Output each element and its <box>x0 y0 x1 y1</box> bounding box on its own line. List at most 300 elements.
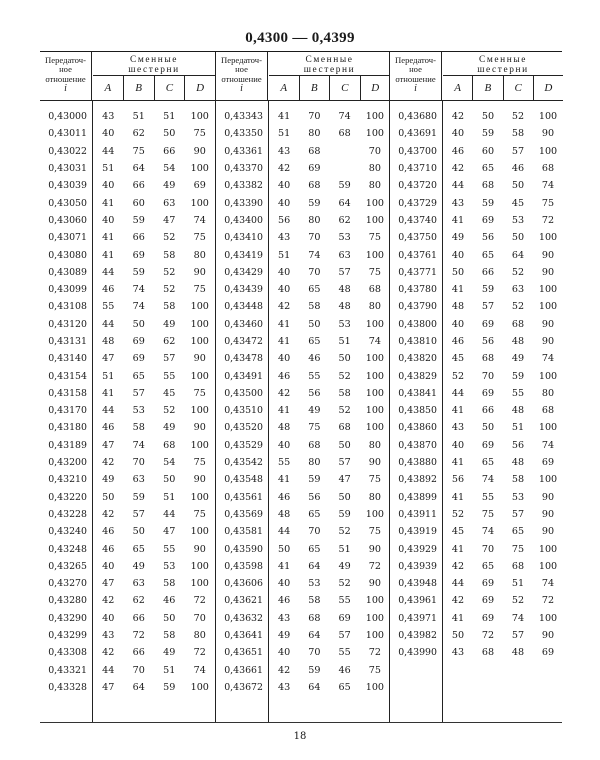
ratio-value: 0,43590 <box>224 543 263 555</box>
gear-value-d: 100 <box>190 681 209 693</box>
table-row <box>40 298 215 315</box>
gear-value-a: 48 <box>102 336 115 347</box>
table-row <box>390 160 563 177</box>
ratio-value: 0,43542 <box>224 457 263 469</box>
ratio-value: 0,43491 <box>224 370 263 382</box>
gear-value-a: 42 <box>278 301 291 313</box>
table-row <box>216 454 390 471</box>
gear-value-a: 40 <box>278 266 291 278</box>
table-row <box>40 143 215 160</box>
gear-value-c: 52 <box>511 301 525 313</box>
gear-value-a: 51 <box>102 370 115 382</box>
gear-value-d: 80 <box>368 163 381 175</box>
gear-value-b: 68 <box>481 647 495 659</box>
gear-value-d: 100 <box>365 508 385 520</box>
gear-value-b: 63 <box>132 474 145 486</box>
table-row <box>216 540 390 557</box>
gear-value-a: 42 <box>278 664 291 676</box>
gear-value-a: 43 <box>278 145 291 157</box>
gear-value-c: 51 <box>511 578 525 590</box>
gear-value-a: 46 <box>102 284 115 296</box>
gear-value-d: 90 <box>541 630 555 642</box>
gear-value-d: 100 <box>365 318 385 330</box>
gear-value-a: 46 <box>102 526 115 538</box>
gear-value-a: 49 <box>451 232 465 244</box>
ratio-value: 0,43899 <box>398 491 437 503</box>
table-row <box>40 316 215 333</box>
gear-value-d: 69 <box>541 457 555 469</box>
gear-value-d: 70 <box>193 612 206 624</box>
gear-value-d: 100 <box>538 145 558 157</box>
gear-value-c: 53 <box>163 560 176 572</box>
table-row <box>216 644 390 661</box>
gear-value-b: 46 <box>308 353 321 365</box>
ratio-value: 0,43460 <box>224 318 263 330</box>
gear-value-b: 69 <box>132 336 145 347</box>
header-rule <box>40 100 215 101</box>
gear-value-d: 100 <box>538 422 558 434</box>
gear-value-d: 90 <box>193 266 206 278</box>
gear-value-b: 72 <box>481 630 495 642</box>
ratio-value: 0,43750 <box>398 232 437 244</box>
ratio-value: 0,43771 <box>398 266 437 278</box>
ratio-symbol: i <box>240 83 243 95</box>
gear-value-a: 55 <box>278 457 291 469</box>
gear-value-a: 43 <box>278 232 291 244</box>
gear-value-a: 40 <box>451 128 465 140</box>
gear-value-a: 42 <box>102 457 115 469</box>
gear-value-b: 70 <box>308 232 321 244</box>
ratio-value: 0,43108 <box>48 301 87 313</box>
gear-value-c: 52 <box>338 370 351 382</box>
gear-value-a: 44 <box>102 145 115 157</box>
gear-value-d: 100 <box>538 474 558 486</box>
gear-value-b: 66 <box>481 266 495 278</box>
gear-value-c: 54 <box>163 457 176 469</box>
ratio-value: 0,43290 <box>48 612 87 624</box>
gear-value-a: 50 <box>102 491 115 503</box>
table-row <box>390 281 563 298</box>
gear-value-c: 59 <box>163 681 176 693</box>
ratio-value: 0,43606 <box>224 578 263 590</box>
gear-value-d: 100 <box>538 370 558 382</box>
gear-value-d: 100 <box>365 214 385 226</box>
table-row <box>216 610 390 627</box>
gear-value-b: 69 <box>481 595 495 607</box>
header-rule <box>216 100 390 101</box>
gear-value-a: 40 <box>278 197 291 209</box>
gear-value-a: 40 <box>278 353 291 365</box>
gear-value-b: 59 <box>481 128 495 140</box>
gear-value-a: 42 <box>451 163 465 175</box>
gear-value-a: 42 <box>451 595 465 607</box>
gear-value-b: 75 <box>132 145 145 157</box>
gear-value-b: 70 <box>132 664 145 676</box>
gear-value-a: 41 <box>102 197 115 209</box>
table-row <box>216 662 390 679</box>
gear-value-d: 100 <box>365 387 385 399</box>
gear-value-c: 46 <box>163 595 176 607</box>
ratio-value: 0,43220 <box>48 491 87 503</box>
table-row <box>40 575 215 592</box>
gear-value-d: 72 <box>193 647 206 659</box>
gear-value-d: 100 <box>365 422 385 434</box>
gear-value-b: 74 <box>481 474 495 486</box>
ratio-value: 0,43510 <box>224 405 263 417</box>
gear-value-d: 100 <box>365 111 385 123</box>
table-row <box>40 454 215 471</box>
gear-value-c: 48 <box>511 647 525 659</box>
ratio-value: 0,43031 <box>48 163 87 175</box>
gear-value-a: 47 <box>102 439 115 451</box>
gear-value-a: 41 <box>451 284 465 296</box>
gear-value-c: 49 <box>163 422 176 434</box>
table-row <box>390 575 563 592</box>
gear-value-b: 70 <box>481 543 495 555</box>
gear-value-c: 51 <box>338 543 351 555</box>
gear-value-d: 80 <box>368 180 381 192</box>
ratio-value: 0,43860 <box>398 422 437 434</box>
gear-value-d: 74 <box>541 353 555 365</box>
gear-value-b: 68 <box>481 353 495 365</box>
gear-value-b: 70 <box>132 457 145 469</box>
table-row <box>40 367 215 384</box>
gear-value-b: 80 <box>308 128 321 140</box>
gear-value-d: 90 <box>541 491 555 503</box>
gear-value-c: 48 <box>511 457 525 469</box>
gear-value-d: 74 <box>368 336 381 347</box>
gear-value-a: 43 <box>278 612 291 624</box>
table-row <box>40 125 215 142</box>
gear-value-d: 74 <box>541 180 555 192</box>
gear-value-b: 69 <box>132 249 145 261</box>
gear-value-a: 56 <box>278 214 291 226</box>
gear-value-a: 45 <box>451 353 465 365</box>
table-row <box>390 350 563 367</box>
gear-value-c: 50 <box>511 180 525 192</box>
gear-value-d: 74 <box>541 439 555 451</box>
gear-value-b: 55 <box>308 370 321 382</box>
gear-value-a: 43 <box>278 681 291 693</box>
gear-value-d: 70 <box>368 145 381 157</box>
gear-value-d: 100 <box>365 370 385 382</box>
gear-value-d: 80 <box>541 387 555 399</box>
table-row <box>40 679 215 696</box>
table-row <box>390 194 563 211</box>
ratio-value: 0,43472 <box>224 336 263 347</box>
table-row <box>390 644 563 661</box>
gear-column-labels <box>269 76 390 100</box>
ratio-header <box>40 52 92 100</box>
ratio-value: 0,43280 <box>48 595 87 607</box>
gear-value-d: 80 <box>193 249 206 261</box>
table-row <box>216 177 390 194</box>
gear-value-b: 74 <box>132 284 145 296</box>
column-header <box>40 52 215 100</box>
gear-value-a: 51 <box>102 163 115 175</box>
gear-value-b: 74 <box>132 301 145 313</box>
gear-value-b: 72 <box>132 630 145 642</box>
gear-value-d: 72 <box>193 595 206 607</box>
gear-value-c: 49 <box>163 318 176 330</box>
gear-value-d: 75 <box>368 664 381 676</box>
ratio-value: 0,43850 <box>398 405 437 417</box>
table-row <box>390 437 563 454</box>
gear-value-b: 56 <box>481 232 495 244</box>
gears-header <box>269 52 390 76</box>
gear-value-a: 44 <box>278 526 291 538</box>
gear-value-d: 100 <box>190 491 209 503</box>
gear-value-c: 58 <box>338 387 351 399</box>
gears-header-line: шестерни <box>128 65 180 75</box>
table-row <box>216 506 390 523</box>
gear-value-d: 75 <box>368 266 381 278</box>
gear-value-b: 50 <box>481 111 495 123</box>
gear-value-b: 57 <box>132 387 145 399</box>
gears-header-line: шестерни <box>303 65 356 75</box>
ratio-value: 0,43361 <box>224 145 263 157</box>
gear-value-c: 47 <box>163 526 176 538</box>
ratio-value: 0,43651 <box>224 647 263 659</box>
table-row <box>390 506 563 523</box>
ratio-value: 0,43621 <box>224 595 263 607</box>
table-row <box>390 540 563 557</box>
ratio-header-line: ное <box>235 64 248 75</box>
gear-value-a: 47 <box>102 353 115 365</box>
gear-column-a: A <box>280 82 288 94</box>
gear-value-b: 59 <box>481 284 495 296</box>
gear-value-c: 45 <box>163 387 176 399</box>
gear-value-b: 75 <box>308 422 321 434</box>
table-row <box>390 489 563 506</box>
ratio-value: 0,43971 <box>398 612 437 624</box>
table-row <box>390 402 563 419</box>
gear-value-d: 100 <box>365 630 385 642</box>
gear-value-c: 68 <box>163 439 176 451</box>
gear-column-a: A <box>454 82 461 94</box>
ratio-value: 0,43548 <box>224 474 263 486</box>
gear-value-b: 80 <box>308 214 321 226</box>
gear-value-b: 65 <box>132 543 145 555</box>
table-row <box>216 385 390 402</box>
table-row <box>216 592 390 609</box>
ratio-value: 0,43982 <box>398 630 437 642</box>
gear-value-b: 62 <box>132 595 145 607</box>
ratio-value: 0,43382 <box>224 180 263 192</box>
ratio-value: 0,43000 <box>48 111 87 123</box>
column-header <box>216 52 390 100</box>
gear-value-d: 72 <box>368 560 381 572</box>
gear-value-b: 69 <box>481 439 495 451</box>
gear-value-d: 100 <box>190 370 209 382</box>
gear-value-d: 75 <box>193 232 206 244</box>
ratio-value: 0,43500 <box>224 387 263 399</box>
gear-value-a: 50 <box>451 630 465 642</box>
table-row <box>40 558 215 575</box>
gear-value-b: 70 <box>308 526 321 538</box>
gear-value-b: 74 <box>308 249 321 261</box>
gear-value-b: 65 <box>132 370 145 382</box>
gear-value-b: 65 <box>481 560 495 572</box>
table-row <box>216 264 390 281</box>
gear-value-d: 100 <box>365 612 385 624</box>
table-row <box>40 281 215 298</box>
ratio-value: 0,43569 <box>224 508 263 520</box>
table-row <box>40 160 215 177</box>
ratio-value: 0,43880 <box>398 457 437 469</box>
gear-value-b: 64 <box>308 681 321 693</box>
ratio-value: 0,43780 <box>398 284 437 296</box>
table-row <box>216 298 390 315</box>
table-row <box>390 177 563 194</box>
ratio-value: 0,43439 <box>224 284 263 296</box>
ratio-value: 0,43598 <box>224 560 263 572</box>
gear-value-a: 42 <box>451 560 465 572</box>
table-row <box>216 558 390 575</box>
gear-value-a: 44 <box>451 578 465 590</box>
gear-value-a: 48 <box>278 508 291 520</box>
gear-value-d: 100 <box>365 353 385 365</box>
gear-value-c: 74 <box>338 111 351 123</box>
gear-value-b: 58 <box>308 301 321 313</box>
gear-value-b: 70 <box>308 111 321 123</box>
ratio-header-line: Передаточ- <box>221 55 262 65</box>
gear-value-b: 56 <box>308 387 321 399</box>
gear-value-a: 40 <box>451 318 465 330</box>
ratio-value: 0,43929 <box>398 543 437 555</box>
ratio-header-line: отношение <box>45 73 86 84</box>
gear-value-c: 52 <box>338 578 351 590</box>
table-row <box>216 523 390 540</box>
table-row <box>216 402 390 419</box>
gear-value-c: 50 <box>163 612 176 624</box>
table-row <box>390 471 563 488</box>
table-block-1 <box>40 52 215 722</box>
gear-value-b: 68 <box>481 180 495 192</box>
gear-value-d: 75 <box>193 387 206 399</box>
ratio-value: 0,43961 <box>398 595 437 607</box>
gear-value-d: 100 <box>538 560 558 572</box>
gear-value-b: 66 <box>132 612 145 624</box>
gear-column-b: B <box>123 76 154 100</box>
gear-value-b: 53 <box>132 405 145 417</box>
gear-value-c: 74 <box>511 612 525 624</box>
gear-value-a: 40 <box>278 578 291 590</box>
gear-value-c: 64 <box>338 197 351 209</box>
gear-value-a: 52 <box>451 508 465 520</box>
gears-header <box>93 52 215 76</box>
ratio-header-line: Передаточ- <box>395 55 436 65</box>
gear-ratio-table <box>40 51 562 723</box>
ratio-value: 0,43390 <box>224 197 263 209</box>
gear-value-c: 63 <box>338 249 351 261</box>
ratio-value: 0,43180 <box>48 422 87 434</box>
gear-value-a: 46 <box>278 370 291 382</box>
gear-value-b: 62 <box>132 128 145 140</box>
table-row <box>40 108 215 125</box>
gear-value-c: 68 <box>511 318 525 330</box>
gear-value-d: 100 <box>365 405 385 417</box>
gear-value-d: 90 <box>193 474 206 486</box>
table-row <box>390 610 563 627</box>
ratio-header <box>390 52 442 100</box>
ratio-value: 0,43829 <box>398 370 437 382</box>
gear-value-a: 40 <box>102 128 115 140</box>
gear-value-a: 40 <box>278 439 291 451</box>
ratio-value: 0,43060 <box>48 214 87 226</box>
ratio-value: 0,43478 <box>224 353 263 365</box>
gear-column-c: C <box>329 76 360 100</box>
gear-value-c: 47 <box>163 214 176 226</box>
gear-value-d: 90 <box>368 543 381 555</box>
gear-value-a: 41 <box>278 318 291 330</box>
gear-value-a: 46 <box>451 145 465 157</box>
gear-value-d: 100 <box>190 560 209 572</box>
ratio-value: 0,43140 <box>48 353 87 365</box>
gear-value-a: 41 <box>278 111 291 123</box>
gear-value-d: 90 <box>541 266 555 278</box>
gear-column-c: C <box>503 76 533 100</box>
table-row <box>390 229 563 246</box>
gear-value-b: 80 <box>308 457 321 469</box>
gear-value-c: 57 <box>511 630 525 642</box>
gear-value-b: 59 <box>308 664 321 676</box>
table-row <box>390 246 563 263</box>
ratio-value: 0,43990 <box>398 647 437 659</box>
gear-value-b: 65 <box>481 457 495 469</box>
table-row <box>390 212 563 229</box>
gear-value-b: 59 <box>308 197 321 209</box>
gear-value-d: 100 <box>190 439 209 451</box>
gear-value-a: 41 <box>102 387 115 399</box>
gear-value-b: 66 <box>481 405 495 417</box>
ratio-value: 0,43370 <box>224 163 263 175</box>
ratio-value: 0,43810 <box>398 336 437 347</box>
gear-value-b: 53 <box>308 578 321 590</box>
gear-value-c: 47 <box>338 474 351 486</box>
gear-value-b: 50 <box>481 422 495 434</box>
gear-value-c: 56 <box>511 439 525 451</box>
gear-value-c: 58 <box>163 301 176 313</box>
table-row <box>40 506 215 523</box>
gear-column-d: D <box>360 76 391 100</box>
gear-value-c: 52 <box>163 405 176 417</box>
gear-value-b: 70 <box>308 647 321 659</box>
gear-value-b: 68 <box>308 180 321 192</box>
gear-value-c: 63 <box>511 284 525 296</box>
gear-value-c: 58 <box>511 474 525 486</box>
gear-column-d: D <box>184 76 215 100</box>
table-row <box>40 437 215 454</box>
gear-value-a: 41 <box>451 405 465 417</box>
table-row <box>390 333 563 350</box>
ratio-value: 0,43200 <box>48 457 87 469</box>
ratio-header-line: ное <box>409 64 422 75</box>
gear-value-a: 41 <box>451 543 465 555</box>
gear-value-d: 75 <box>193 284 206 296</box>
ratio-value: 0,43790 <box>398 301 437 313</box>
gear-value-a: 41 <box>278 560 291 572</box>
gear-value-a: 44 <box>102 318 115 330</box>
table-row <box>40 489 215 506</box>
gear-value-b: 63 <box>132 578 145 590</box>
table-row <box>390 385 563 402</box>
table-row <box>390 454 563 471</box>
ratio-value: 0,43228 <box>48 508 87 520</box>
table-row <box>40 229 215 246</box>
gear-value-b: 68 <box>308 145 321 157</box>
gear-value-d: 75 <box>368 526 381 538</box>
